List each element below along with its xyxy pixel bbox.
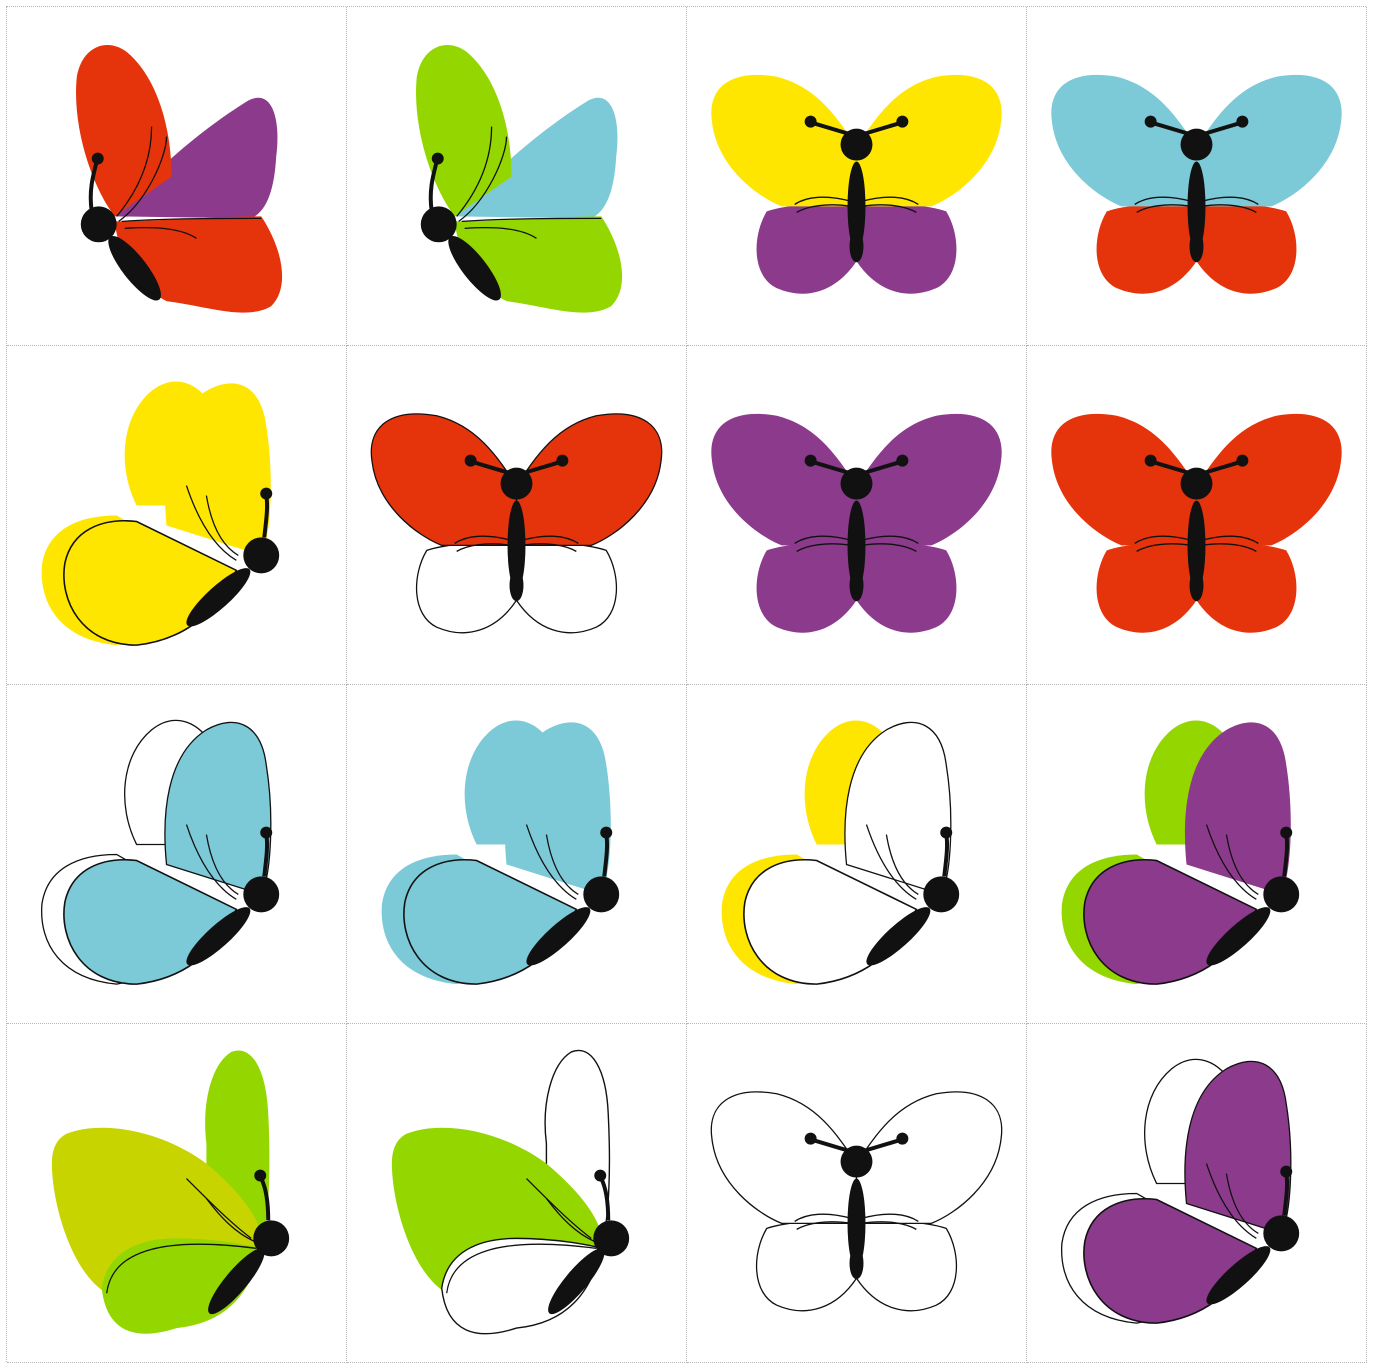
butterfly-card-5 [7,346,347,685]
butterfly-icon [687,7,1026,345]
butterfly-card-4 [1027,7,1367,346]
butterfly-card-7 [687,346,1027,685]
lower-front-wing [64,521,236,645]
butterfly-icon [1027,7,1366,345]
butterfly-card-10 [347,685,687,1024]
butterfly-icon [347,7,686,345]
butterfly-icon [347,346,686,684]
butterfly-icon [7,1024,346,1362]
lower-front-wing [404,860,576,984]
butterfly-icon [687,346,1026,684]
butterfly-card-9 [7,685,347,1024]
butterfly-icon [1027,685,1366,1023]
butterfly-card-15 [687,1024,1027,1363]
butterfly-card-13 [7,1024,347,1363]
butterfly-card-16 [1027,1024,1367,1363]
butterfly-card-3 [687,7,1027,346]
butterfly-sheet [6,6,1366,1362]
butterfly-card-6 [347,346,687,685]
butterfly-card-12 [1027,685,1367,1024]
lower-front-wing [1084,860,1256,984]
butterfly-icon [7,685,346,1023]
butterfly-icon [1027,346,1366,684]
butterfly-card-14 [347,1024,687,1363]
butterfly-icon [7,346,346,684]
butterfly-card-2 [347,7,687,346]
butterfly-card-11 [687,685,1027,1024]
butterfly-card-1 [7,7,347,346]
butterfly-icon [347,1024,686,1362]
butterfly-icon [1027,1024,1366,1362]
butterfly-icon [347,685,686,1023]
butterfly-card-8 [1027,346,1367,685]
butterfly-icon [7,7,346,345]
butterfly-icon [687,1024,1026,1362]
butterfly-icon [687,685,1026,1023]
